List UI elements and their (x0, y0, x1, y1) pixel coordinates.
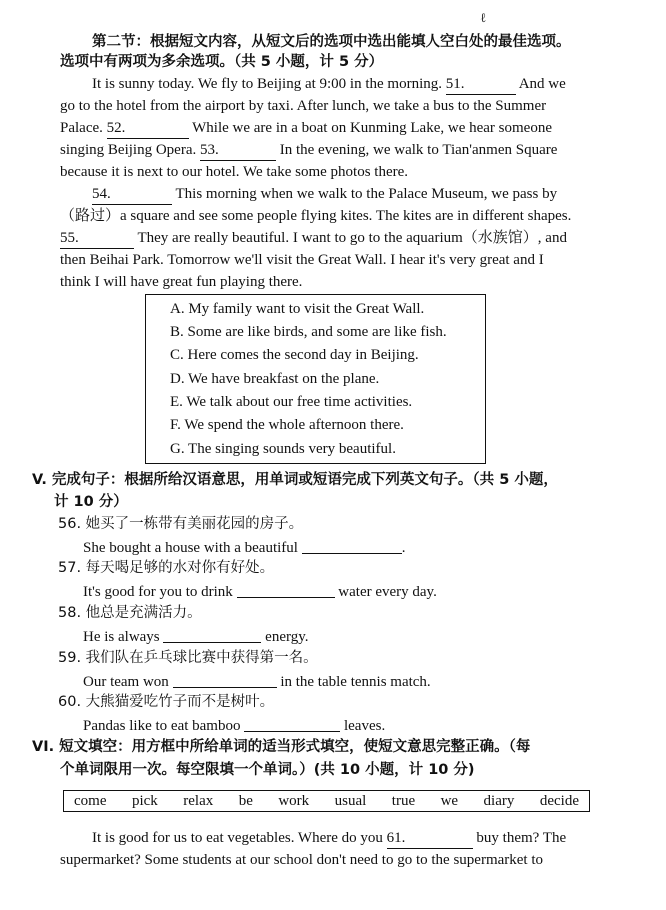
q59-text: Our team won (83, 674, 169, 690)
q60-text: Pandas like to eat bamboo (83, 718, 241, 734)
q60-chinese: 60. 大熊猫爱吃竹子而不是树叶。 (58, 694, 275, 710)
word-decide: decide (539, 792, 579, 809)
blank-51[interactable]: 51. (446, 74, 516, 95)
p2-line5: think I will have great fun playing there. (60, 274, 303, 290)
p3-line2: supermarket? Some students at our school don't need to go to the supermarket to (60, 852, 544, 868)
p2-line3 (60, 228, 567, 249)
q58-blank[interactable] (163, 627, 261, 643)
p3-line1 (92, 828, 566, 849)
q56-text-end: . (401, 540, 406, 556)
pen-mark: ℓ (480, 10, 487, 25)
blank-52[interactable]: 52. (107, 118, 189, 139)
p1-line1 (92, 74, 566, 95)
blank-55[interactable]: 55. (60, 228, 134, 249)
q59-english (83, 670, 431, 692)
word-work: work (278, 792, 310, 809)
option-e: E. We talk about our free time activities. (170, 394, 413, 410)
p2-text: This morning when we walk to the Palace Museum, we pass by (175, 186, 558, 202)
q57-text-end: water every day. (338, 584, 437, 600)
p2-line1 (92, 184, 557, 205)
p1-text: And we (518, 76, 566, 92)
q57-english (83, 580, 437, 602)
q59-blank[interactable] (173, 672, 277, 688)
q57-blank[interactable] (237, 582, 335, 598)
option-b: B. Some are like birds, and some are like fish. (170, 324, 447, 340)
q60-blank[interactable] (244, 716, 340, 732)
q57-chinese: 57. 每天喝足够的水对你有好处。 (58, 560, 275, 576)
p1-line5: because it is next to our hotel. We take some photos there. (60, 164, 409, 180)
option-c: C. Here comes the second day in Beijing. (170, 347, 419, 363)
part6-title-line1: VI. 短文填空：用方框中所给单词的适当形式填空，使短文意思完整正确。（每 (32, 739, 531, 755)
blank-54[interactable]: 54. (92, 184, 172, 205)
p2-text: They are really beautiful. I want to go to the aquarium（水族馆）, and (137, 230, 567, 246)
option-f: F. We spend the whole afternoon there. (170, 417, 404, 433)
word-relax: relax (183, 792, 214, 809)
word-come: come (74, 792, 107, 809)
p1-text: singing Beijing Opera. (60, 142, 197, 158)
q56-blank[interactable] (302, 538, 402, 554)
word-we: we (440, 792, 459, 809)
q58-english (83, 625, 308, 647)
word-bank-box (63, 790, 590, 812)
option-a: A. My family want to visit the Great Wall. (170, 301, 425, 317)
q59-text-end: in the table tennis match. (280, 674, 431, 690)
q58-chinese: 58. 他总是充满活力。 (58, 605, 202, 621)
q58-text-end: energy. (265, 629, 309, 645)
q56-text: She bought a house with a beautiful (83, 540, 298, 556)
q60-english (83, 714, 385, 736)
part5-title-line2: 计 10 分） (54, 494, 128, 510)
p1-line2: go to the hotel from the airport by taxi. After lunch, we take a bus to the Summer (60, 98, 547, 114)
p1-text: While we are in a boat on Kunming Lake, we hear someone (192, 120, 552, 136)
p1-line3 (60, 118, 552, 139)
options-box (145, 294, 486, 464)
part2-title-line1: 第二节：根据短文内容，从短文后的选项中选出能填人空白处的最佳选项。 (92, 34, 571, 50)
p2-line4: then Beihai Park. Tomorrow we'll visit the Great Wall. I hear it's very great and I (60, 252, 544, 268)
q57-text: It's good for you to drink (83, 584, 233, 600)
q59-chinese: 59. 我们队在乒乓球比赛中获得第一名。 (58, 650, 318, 666)
p1-line4 (60, 140, 557, 161)
q60-text-end: leaves. (343, 718, 386, 734)
option-g: G. The singing sounds very beautiful. (170, 441, 396, 457)
part6-title-line2: 个单词限用一次。每空限填一个单词。）(共 10 小题，计 10 分) (60, 762, 475, 778)
word-diary: diary (483, 792, 515, 809)
option-d: D. We have breakfast on the plane. (170, 371, 380, 387)
word-usual: usual (334, 792, 367, 809)
word-pick: pick (131, 792, 158, 809)
q56-english (83, 536, 405, 558)
word-true: true (391, 792, 416, 809)
word-be: be (238, 792, 253, 809)
part2-title-line2: 选项中有两项为多余选项。（共 5 小题，计 5 分） (60, 54, 384, 70)
p3-text: buy them? The (476, 830, 567, 846)
blank-61[interactable]: 61. (387, 828, 473, 849)
p3-text: It is good for us to eat vegetables. Where do you (92, 830, 383, 846)
q56-chinese: 56. 她买了一栋带有美丽花园的房子。 (58, 516, 304, 532)
part5-title-line1: V. 完成句子：根据所给汉语意思，用单词或短语完成下列英文句子。（共 5 小题， (32, 472, 558, 488)
p2-line2: （路过）a square and see some people flying kites. The kites are in different shapes. (60, 208, 572, 224)
blank-53[interactable]: 53. (200, 140, 276, 161)
q58-text: He is always (83, 629, 160, 645)
p1-text: Palace. (60, 120, 103, 136)
p1-text: It is sunny today. We fly to Beijing at 9:00 in the morning. (92, 76, 443, 92)
p1-text: In the evening, we walk to Tian'anmen Square (279, 142, 558, 158)
